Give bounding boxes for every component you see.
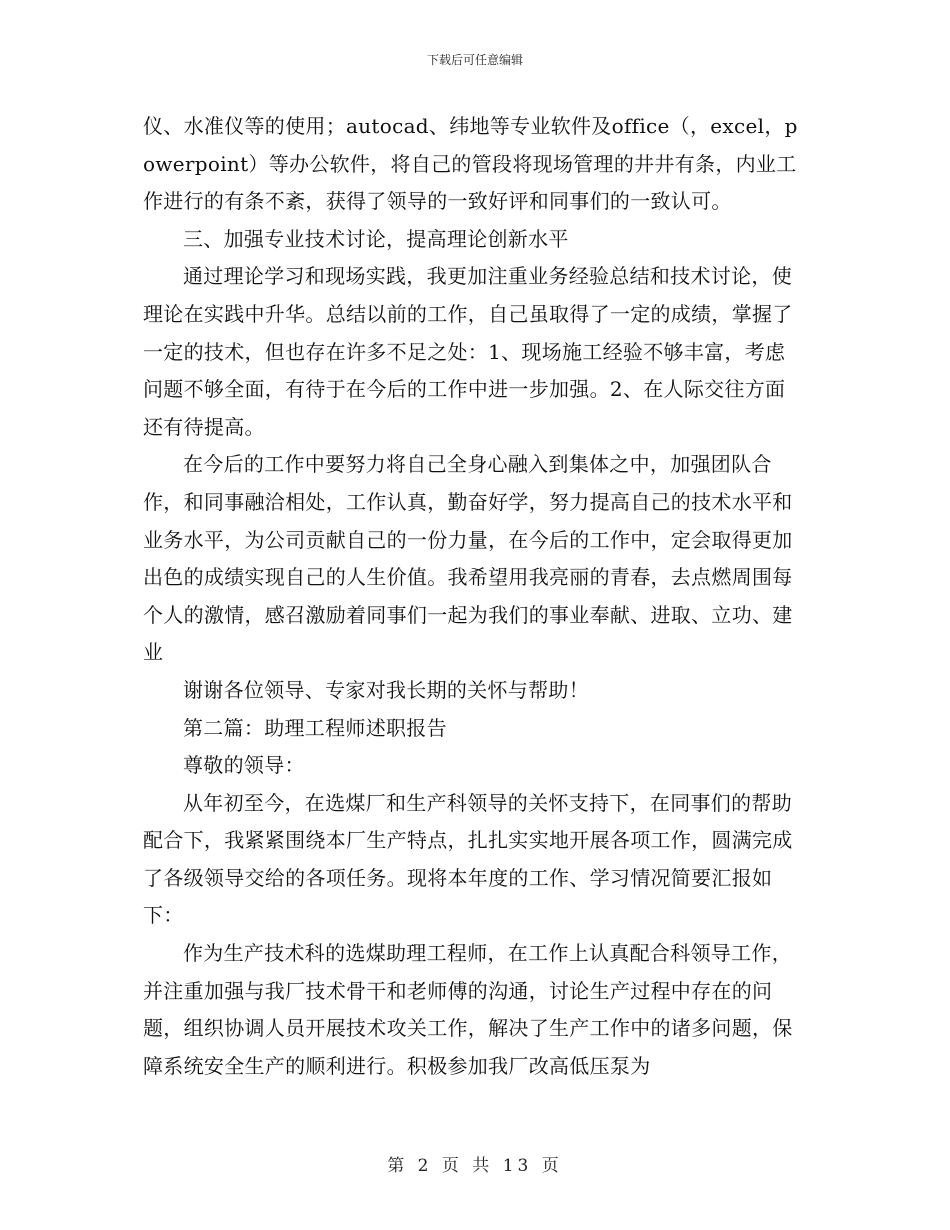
paragraph-continuation: 仪、水准仪等的使用；autocad、纬地等专业软件及office（，excel，powerpoint）等办公软件，将自己的管段将现场管理的井井有条，内业工作进行的有条不紊，获得了领导的一致好评和同事们的一致认可。 [143, 114, 798, 214]
salutation: 尊敬的领导： [183, 753, 305, 778]
paragraph-thanks: 谢谢各位领导、专家对我长期的关怀与帮助！ [183, 677, 589, 702]
paragraph: 通过理论学习和现场实践，我更加注重业务经验总结和技术讨论，使理论在实践中升华。总结以前的工作，自己虽取得了一定的成绩，掌握了一定的技术，但也存在许多不足之处：1、现场施工经验不够丰富，考虑问题不够全面，有待于在今后的工作中进一步加强。2、在人际交往方面还有待提高。 [143, 264, 793, 439]
page-header: 下载后可任意编辑 [426, 53, 523, 67]
page-footer: 第 2 页 共 13 页 [387, 1156, 563, 1176]
chapter-title: 第二篇：助理工程师述职报告 [183, 715, 447, 740]
paragraph: 作为生产技术科的选煤助理工程师，在工作上认真配合科领导工作，并注重加强与我厂技术骨干和老师傅的沟通，讨论生产过程中存在的问题，组织协调人员开展技术攻关工作，解决了生产工作中的诸多问题，保障系统安全生产的顺利进行。积极参加我厂改高低压泵为 [143, 941, 793, 1078]
document-body [143, 108, 803, 1085]
paragraph: 从年初至今，在选煤厂和生产科领导的关怀支持下，在同事们的帮助配合下，我紧紧围绕本厂生产特点，扎扎实实地开展各项工作，圆满完成了各级领导交给的各项任务。现将本年度的工作、学习情况简要汇报如下： [143, 790, 793, 928]
paragraph: 在今后的工作中要努力将自己全身心融入到集体之中，加强团队合作，和同事融洽相处，工作认真，勤奋好学，努力提高自己的技术水平和业务水平，为公司贡献自己的一份力量，在今后的工作中，定会取得更加出色的成绩实现自己的人生价值。我希望用我亮丽的青春，去点燃周围每个人的激情，感召激励着同事们一起为我们的事业奉献、进取、立功、建业 [143, 452, 793, 665]
section-heading: 三、加强专业技术讨论，提高理论创新水平 [183, 226, 569, 251]
